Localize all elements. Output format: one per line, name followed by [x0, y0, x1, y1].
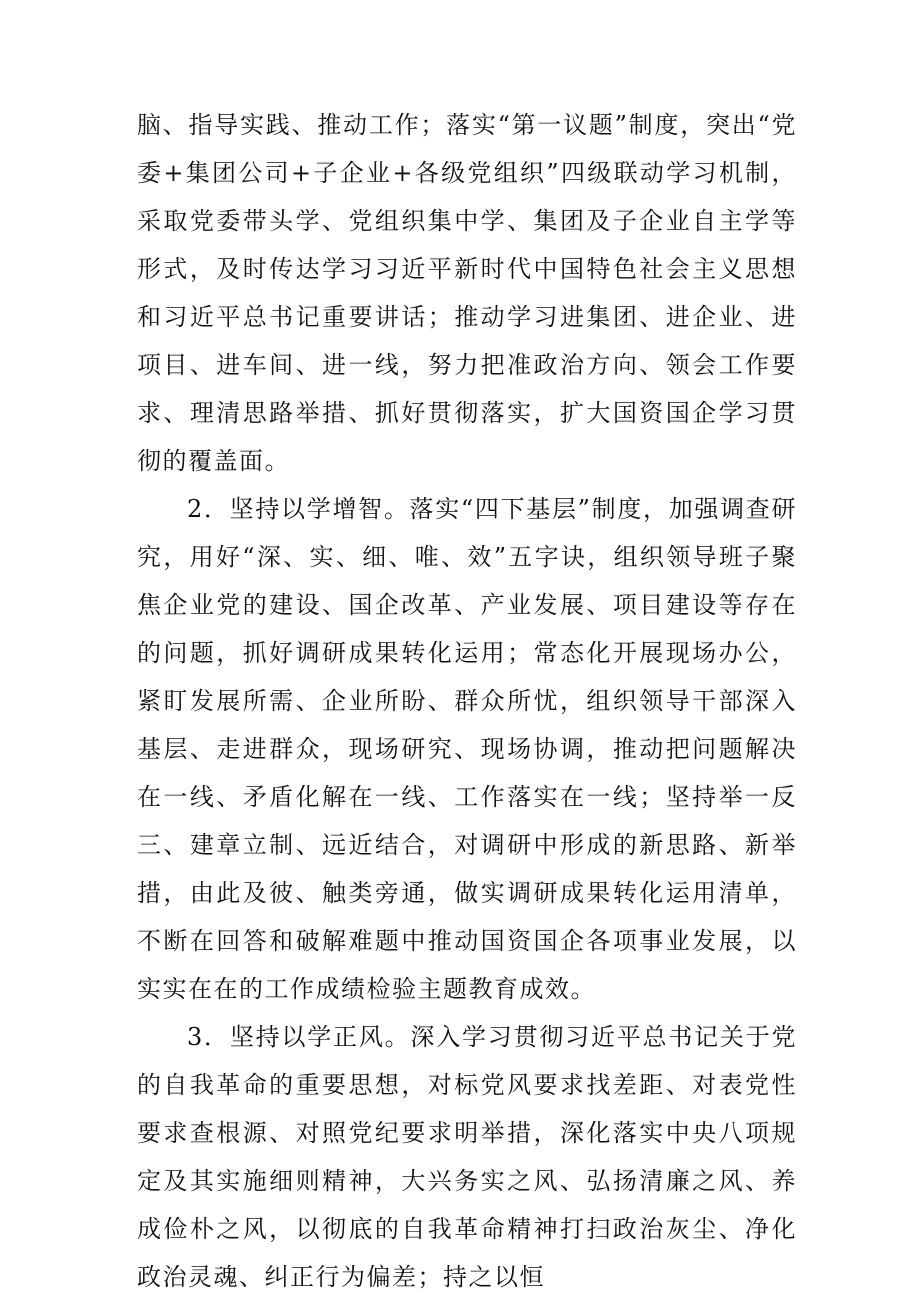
paragraph-item-2: 2．坚持以学增智。落实“四下基层”制度，加强调查研究，用好“深、实、细、唯、效”五字诀，组织领导班子聚焦企业党的建设、国企改革、产业发展、项目建设等存在的问题，抓好调研成果转化运用；常态化开展现场办公，紧盯发展所需、企业所盼、群众所忧，组织领导干部深入基层、走进群众，现场研究、现场协调，推动把问题解决在一线、矛盾化解在一线、工作落实在一线；坚持举一反三、建章立制、远近结合，对调研中形成的新思路、新举措，由此及彼、触类旁通，做实调研成果转化运用清单，不断在回答和破解难题中推动国资国企各项事业发展，以实实在在的工作成绩检验主题教育成效。	[137, 495, 797, 1003]
paragraph-continuation: 脑、指导实践、推动工作；落实“第一议题”制度，突出“党委+集团公司+子企业+各级党组织”四级联动学习机制，采取党委带头学、党组织集中学、集团及子企业自主学等形式，及时传达学习习近平新时代中国特色社会主义思想和习近平总书记重要讲话；推动学习进集团、进企业、进项目、进车间、进一线，努力把准政治方向、领会工作要求、理清思路举措、抓好贯彻落实，扩大国资国企学习贯彻的覆盖面。	[137, 111, 797, 475]
paragraph-item-3: 3．坚持以学正风。深入学习贯彻习近平总书记关于党的自我革命的重要思想，对标党风要求找差距、对表党性要求查根源、对照党纪要求明举措，深化落实中央八项规定及其实施细则精神，大兴务实之风、弘扬清廉之风、养成俭朴之风，以彻底的自我革命精神打扫政治灰尘、净化政治灵魂、纠正行为偏差；持之以恒	[137, 1023, 797, 1291]
document-body	[137, 101, 797, 1301]
